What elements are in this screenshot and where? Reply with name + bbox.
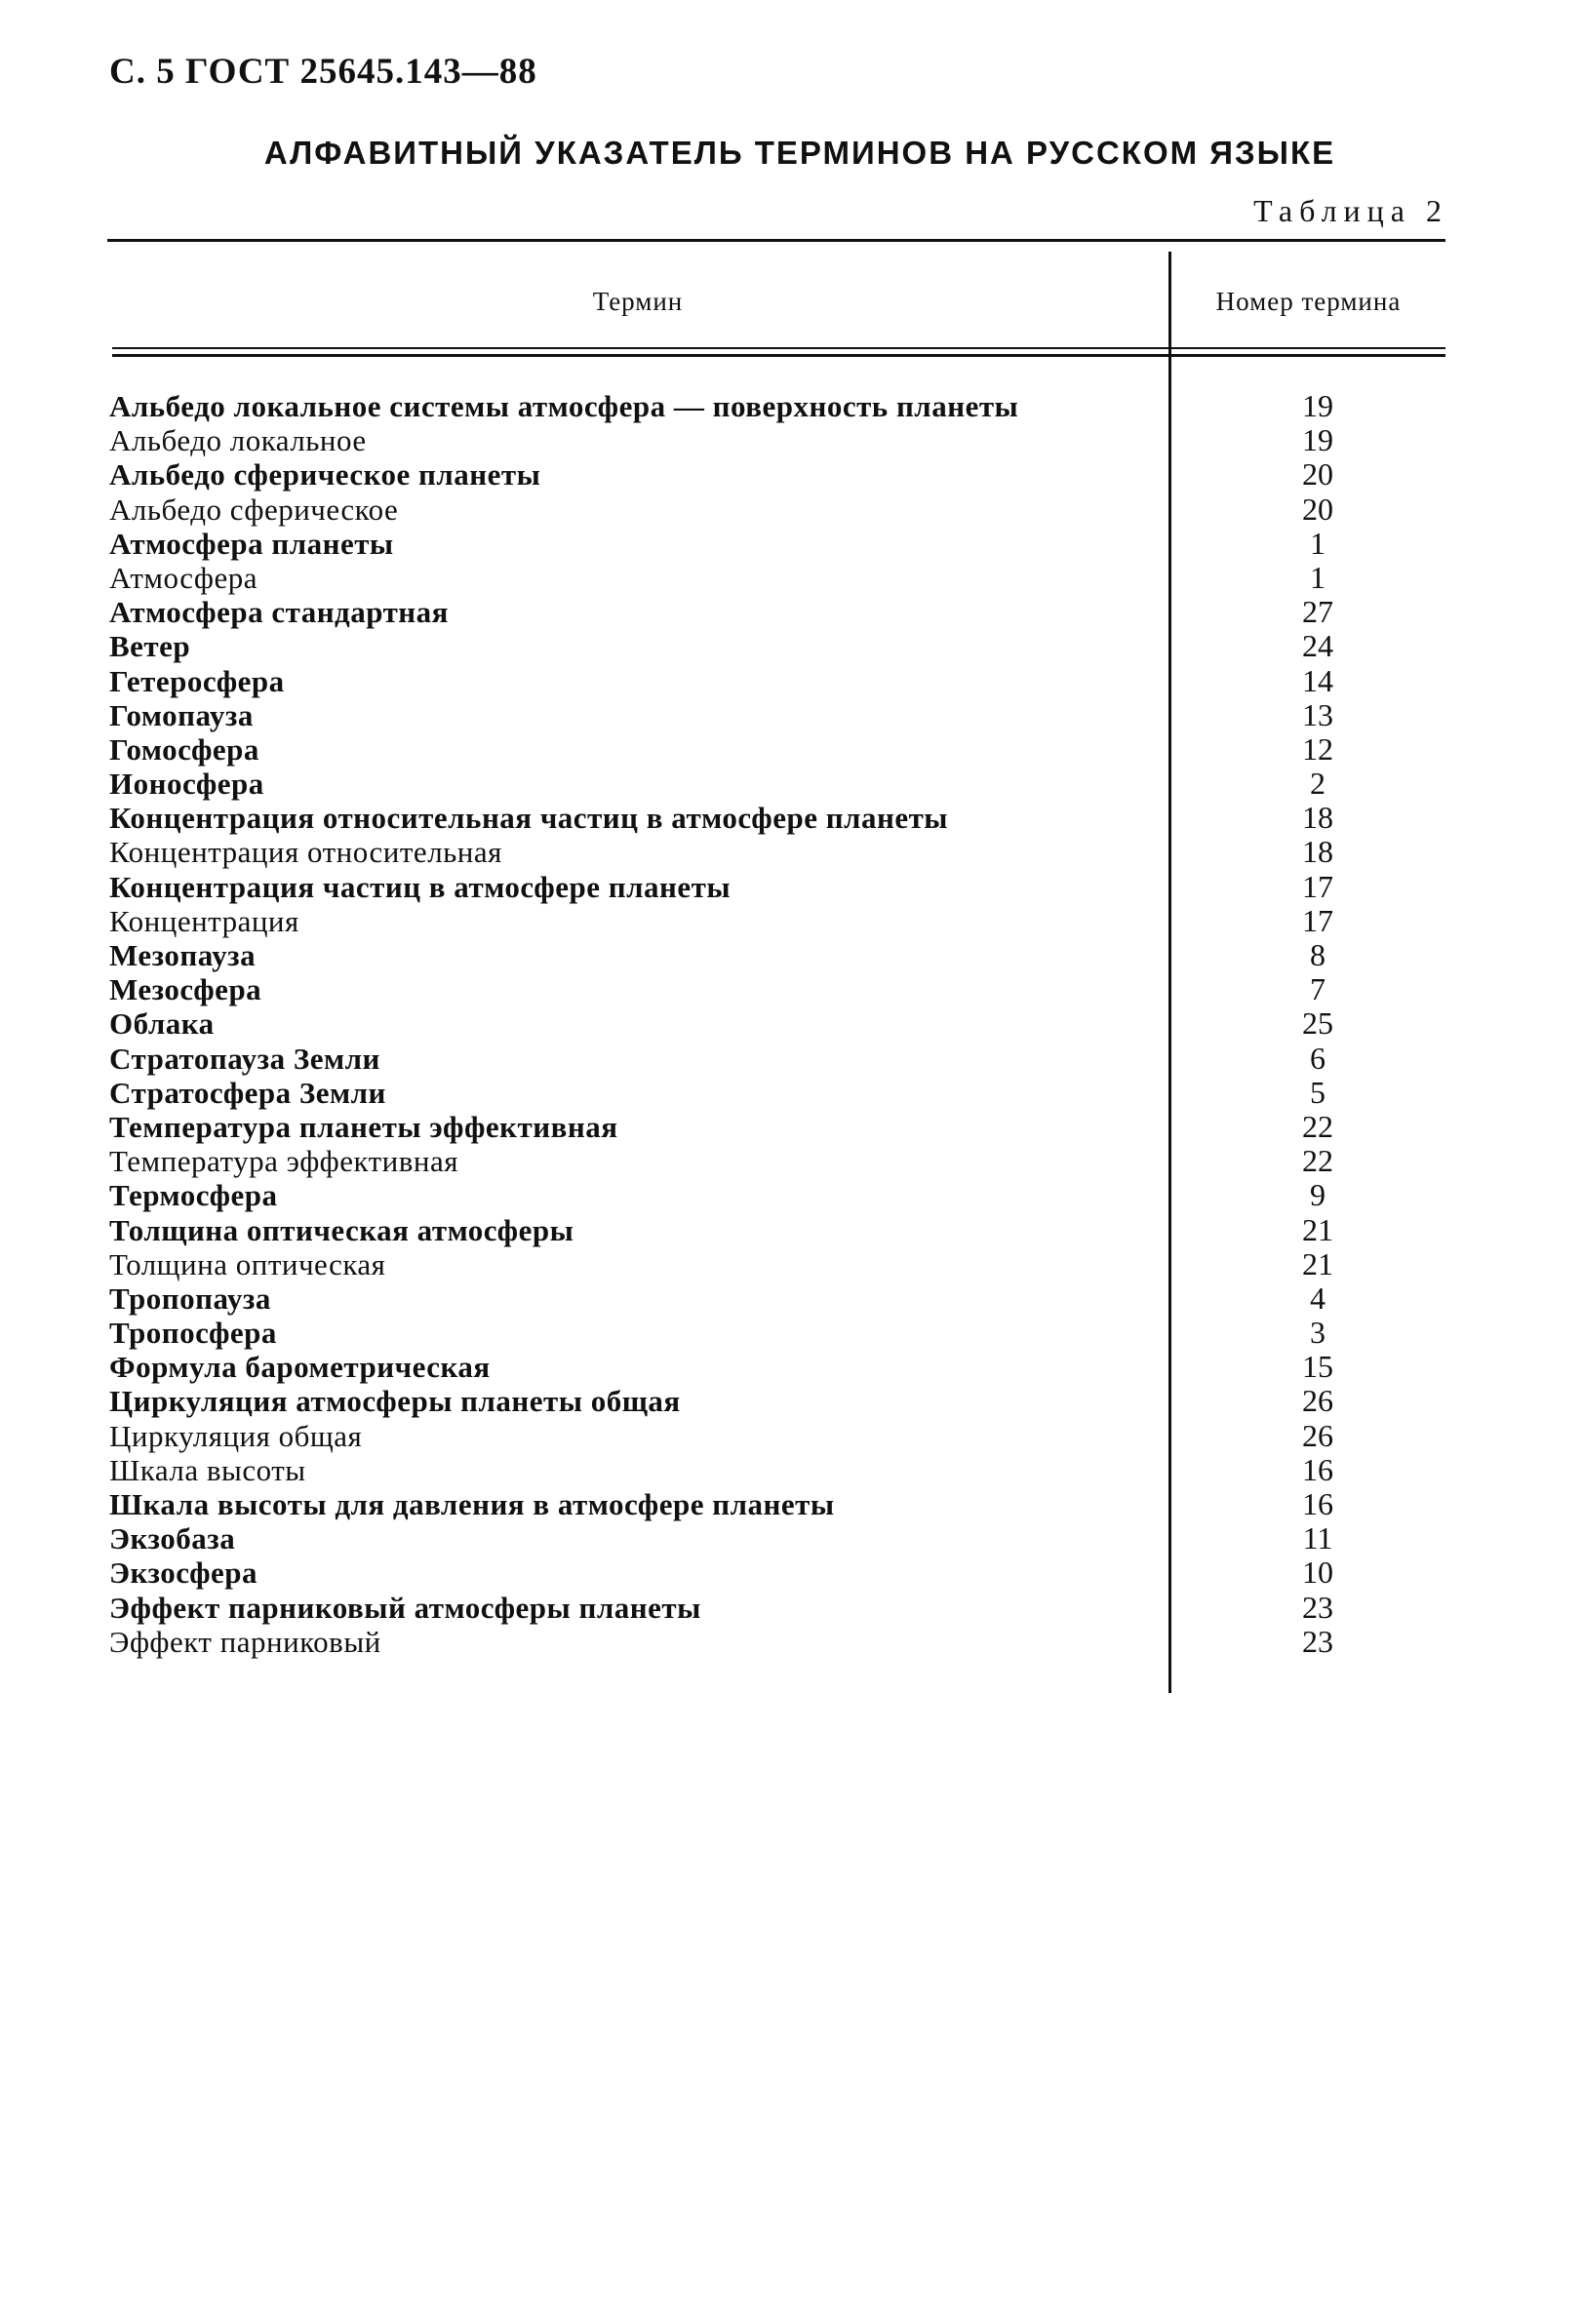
term-name: Тропосфера	[109, 1316, 277, 1351]
table-row	[0, 1281, 1583, 1316]
term-number: 17	[1302, 868, 1333, 904]
table-row	[0, 835, 1583, 869]
term-name: Концентрация относительная	[109, 835, 502, 870]
term-name: Эффект парниковый атмосферы планеты	[109, 1590, 701, 1625]
term-name: Стратосфера Земли	[109, 1075, 386, 1110]
term-number: 16	[1302, 1451, 1333, 1487]
table-row	[0, 1144, 1583, 1178]
term-name: Концентрация частиц в атмосфере планеты	[109, 869, 732, 904]
table-row	[0, 423, 1583, 457]
term-number: 12	[1302, 730, 1333, 767]
term-number: 10	[1302, 1555, 1333, 1591]
term-number: 1	[1310, 559, 1326, 595]
table-row	[0, 1247, 1583, 1281]
table-row	[0, 1591, 1583, 1625]
term-name: Альбедо сферическое планеты	[109, 457, 541, 492]
term-number: 6	[1310, 1040, 1326, 1076]
table-row	[0, 1042, 1583, 1076]
table-row	[0, 1487, 1583, 1521]
term-name: Ветер	[109, 629, 191, 664]
term-number: 7	[1310, 971, 1326, 1007]
term-name: Альбедо локальное системы атмосфера — поверхность планеты	[109, 389, 1019, 423]
term-name: Концентрация относительная частиц в атмосфере планеты	[109, 801, 949, 836]
term-name: Атмосфера стандартная	[109, 595, 449, 630]
table-label: Таблица 2	[1253, 193, 1448, 228]
table-row	[0, 767, 1583, 801]
table-row	[0, 1076, 1583, 1110]
term-number: 23	[1302, 1623, 1333, 1659]
column-header-term: Термин	[592, 287, 684, 316]
term-name: Гетеросфера	[109, 663, 285, 698]
term-number: 22	[1302, 1108, 1333, 1144]
term-name: Мезосфера	[109, 972, 262, 1007]
term-name: Температура эффективная	[109, 1144, 458, 1179]
table-row	[0, 457, 1583, 492]
header-rule-thick	[112, 354, 1445, 357]
term-name: Стратопауза Земли	[109, 1041, 380, 1076]
column-header-number: Номер термина	[1215, 287, 1402, 316]
table-row	[0, 595, 1583, 629]
term-name: Атмосфера	[109, 560, 258, 595]
term-number: 23	[1302, 1589, 1333, 1625]
term-name: Циркуляция общая	[109, 1418, 363, 1453]
table-row	[0, 732, 1583, 767]
table-row	[0, 801, 1583, 835]
term-name: Атмосфера планеты	[109, 526, 394, 561]
term-name: Шкала высоты	[109, 1452, 306, 1487]
table-row	[0, 1316, 1583, 1350]
term-number: 18	[1302, 800, 1333, 836]
table-row	[0, 1350, 1583, 1384]
term-number: 27	[1302, 594, 1333, 630]
term-number: 20	[1302, 491, 1333, 527]
term-number: 19	[1302, 422, 1333, 458]
term-name: Облака	[109, 1006, 215, 1042]
table-row	[0, 1213, 1583, 1247]
table-row	[0, 492, 1583, 527]
table-row	[0, 389, 1583, 423]
table-row	[0, 1521, 1583, 1556]
term-number: 21	[1302, 1245, 1333, 1281]
term-name: Циркуляция атмосферы планеты общая	[109, 1384, 681, 1419]
term-number: 25	[1302, 1005, 1333, 1042]
table-row	[0, 1556, 1583, 1590]
term-name: Температура планеты эффективная	[109, 1109, 618, 1144]
table-row	[0, 1419, 1583, 1453]
term-number: 24	[1302, 628, 1333, 664]
term-name: Экзобаза	[109, 1521, 236, 1556]
term-name: Тропопауза	[109, 1280, 271, 1316]
term-number: 11	[1302, 1520, 1333, 1556]
table-row	[0, 870, 1583, 904]
term-number: 26	[1302, 1417, 1333, 1453]
table-row	[0, 1625, 1583, 1659]
term-number: 20	[1302, 456, 1333, 492]
term-number: 21	[1302, 1211, 1333, 1247]
table-row	[0, 904, 1583, 938]
term-number: 5	[1310, 1074, 1326, 1110]
term-number: 14	[1302, 662, 1333, 698]
table-row	[0, 938, 1583, 972]
table-row	[0, 1178, 1583, 1212]
table-row	[0, 1110, 1583, 1144]
term-number: 16	[1302, 1486, 1333, 1521]
term-number: 15	[1302, 1349, 1333, 1385]
table-row	[0, 527, 1583, 561]
table-row	[0, 664, 1583, 698]
term-name: Мезопауза	[109, 938, 257, 972]
term-name: Гомопауза	[109, 697, 254, 732]
table-row	[0, 1453, 1583, 1487]
term-name: Термосфера	[109, 1178, 278, 1213]
term-name: Эффект парниковый	[109, 1624, 381, 1659]
table-top-rule	[107, 239, 1445, 242]
term-number: 22	[1302, 1143, 1333, 1179]
term-name: Концентрация	[109, 903, 299, 938]
term-number: 17	[1302, 902, 1333, 938]
term-name: Экзосфера	[109, 1556, 258, 1591]
term-number: 4	[1310, 1280, 1326, 1316]
term-index-list	[0, 389, 1583, 1659]
table-row	[0, 1006, 1583, 1041]
term-number: 8	[1310, 937, 1326, 972]
term-number: 19	[1302, 388, 1333, 423]
table-row	[0, 629, 1583, 663]
term-number: 26	[1302, 1383, 1333, 1419]
index-title: АЛФАВИТНЫЙ УКАЗАТЕЛЬ ТЕРМИНОВ НА РУССКОМ ЯЗЫКЕ	[263, 135, 1336, 171]
table-row	[0, 1384, 1583, 1418]
term-name: Формула барометрическая	[109, 1350, 491, 1385]
term-name: Гомосфера	[109, 731, 259, 767]
term-number: 18	[1302, 834, 1333, 870]
term-name: Альбедо сферическое	[109, 492, 399, 527]
term-number: 1	[1310, 525, 1326, 561]
term-name: Толщина оптическая атмосферы	[109, 1212, 574, 1247]
table-row	[0, 972, 1583, 1006]
term-name: Ионосфера	[109, 767, 264, 802]
term-name: Толщина оптическая	[109, 1246, 386, 1281]
term-number: 9	[1310, 1177, 1326, 1213]
term-number: 2	[1310, 766, 1326, 802]
header-rule-thin	[112, 347, 1445, 349]
term-number: 3	[1310, 1315, 1326, 1351]
term-name: Шкала высоты для давления в атмосфере планеты	[109, 1487, 835, 1521]
term-name: Альбедо локальное	[109, 423, 367, 458]
table-row	[0, 698, 1583, 732]
table-row	[0, 561, 1583, 595]
page-header: С. 5 ГОСТ 25645.143—88	[109, 52, 537, 92]
term-number: 13	[1302, 696, 1333, 732]
